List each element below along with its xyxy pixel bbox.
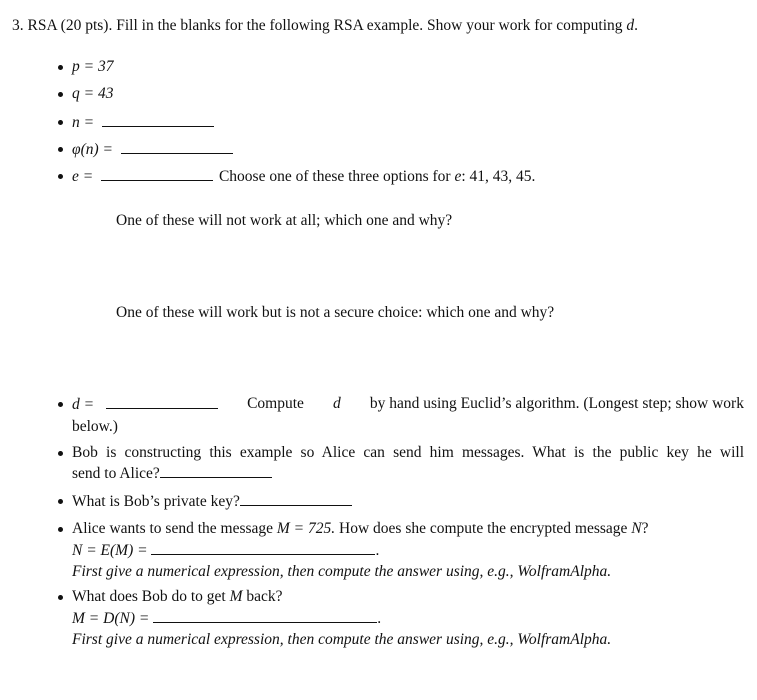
e-question-not-secure: One of these will work but is not a secure choice: which one and why?	[116, 304, 555, 321]
decrypt-end: .	[377, 610, 382, 627]
encrypt-end: .	[375, 542, 380, 559]
param-q: q = 43	[72, 85, 114, 102]
e-choice-var: e	[454, 168, 462, 185]
question-title: RSA (20 pts).	[27, 17, 113, 34]
encrypt-item	[72, 519, 649, 582]
d-item-left	[72, 394, 218, 415]
public-key-line1: Bob is constructing this example so Alice can send him messages. What is the public key he will	[72, 444, 744, 461]
param-e-label: e =	[72, 168, 94, 185]
d-answer-blank[interactable]	[106, 394, 218, 409]
public-key-line2	[72, 463, 744, 484]
private-key-q: What is Bob’s private key?	[72, 493, 240, 510]
e-answer-blank[interactable]	[101, 166, 213, 181]
public-key-item	[72, 443, 744, 484]
encrypt-text-c: ?	[641, 520, 649, 537]
d-text-euclid: by hand using Euclid’s algorithm. (Longest step; show work	[369, 395, 744, 412]
d-item	[72, 394, 744, 437]
question-instruction: Fill in the blanks for the following RSA example. Show your work for computing	[116, 17, 623, 34]
encrypt-line2	[72, 540, 649, 561]
param-e	[72, 166, 535, 187]
public-key-answer-blank[interactable]	[160, 463, 272, 478]
e-choice-options: : 41, 43, 45.	[461, 168, 536, 185]
encrypt-note: First give a numerical expression, then compute the answer using, e.g., WolframAlpha.	[72, 563, 612, 580]
n-answer-blank[interactable]	[102, 112, 214, 127]
d-label: d =	[72, 396, 95, 413]
question-end: .	[634, 17, 639, 34]
decrypt-text-b: back?	[246, 588, 283, 605]
d-item-line1	[72, 394, 744, 415]
param-phi-label: φ(n) =	[72, 141, 113, 158]
param-n	[72, 112, 214, 133]
question-var-d: d	[626, 17, 635, 34]
decrypt-line2	[72, 608, 611, 629]
question-heading	[12, 16, 638, 36]
e-choice-text: Choose one of these three options for	[218, 168, 451, 185]
encrypt-n-var: N	[631, 520, 642, 537]
decrypt-item	[72, 587, 611, 650]
private-key-item	[72, 491, 352, 512]
d-item-line2: below.)	[72, 418, 118, 435]
encrypt-line1	[72, 519, 649, 539]
e-question-not-work: One of these will not work at all; which one and why?	[116, 212, 453, 229]
decrypt-note: First give a numerical expression, then compute the answer using, e.g., WolframAlpha.	[72, 631, 612, 648]
param-p: p = 37	[72, 58, 114, 75]
encrypt-text-a: Alice wants to send the message	[72, 520, 274, 537]
decrypt-line1	[72, 587, 611, 607]
encrypt-formula: N = E(M) =	[72, 542, 148, 559]
decrypt-formula: M = D(N) =	[72, 610, 150, 627]
d-text-var: d	[333, 395, 341, 412]
encrypt-text-b: How does she compute the encrypted message	[339, 520, 628, 537]
public-key-q: send to Alice?	[72, 465, 160, 482]
question-number: 3.	[12, 17, 24, 34]
private-key-answer-blank[interactable]	[240, 491, 352, 506]
encrypt-answer-blank[interactable]	[151, 540, 375, 555]
decrypt-text-a: What does Bob do to get	[72, 588, 226, 605]
d-text-compute: Compute	[247, 395, 304, 412]
encrypt-m-expr: M = 725.	[276, 520, 336, 537]
param-phi	[72, 139, 233, 160]
phi-answer-blank[interactable]	[121, 139, 233, 154]
decrypt-m-var: M	[229, 588, 243, 605]
param-n-label: n =	[72, 114, 95, 131]
decrypt-answer-blank[interactable]	[153, 608, 377, 623]
